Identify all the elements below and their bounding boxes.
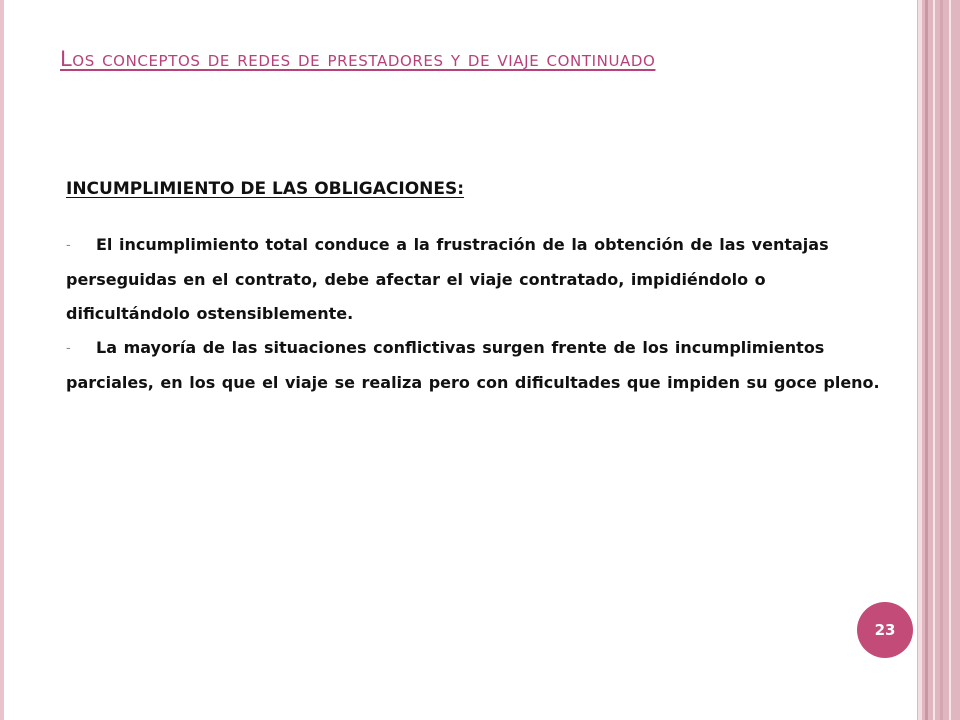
bullet-item xyxy=(66,331,886,400)
right-decorative-band xyxy=(917,0,960,720)
bullet-dash: - xyxy=(66,238,71,253)
decorative-stripe xyxy=(940,0,943,720)
slide-content xyxy=(66,172,886,400)
bullet-dash: - xyxy=(66,341,71,356)
left-edge-decoration xyxy=(0,0,4,720)
decorative-stripe xyxy=(933,0,935,720)
slide-title: Los conceptos de redes de prestadores y de viaje continuado xyxy=(60,47,656,71)
decorative-stripe xyxy=(949,0,951,720)
page-number: 23 xyxy=(874,621,896,639)
bullet-item xyxy=(66,228,886,331)
decorative-stripe xyxy=(925,0,928,720)
page-number-badge xyxy=(857,602,913,658)
decorative-stripe xyxy=(918,0,922,720)
section-heading: INCUMPLIMIENTO DE LAS OBLIGACIONES: xyxy=(66,179,465,199)
bullet-text: El incumplimiento total conduce a la frustración de la obtención de las ventajas perseguidas en el contrato, debe afectar el viaje contratado, impidiéndolo o dificultándolo ostensiblemente. xyxy=(66,235,829,323)
bullet-text: La mayoría de las situaciones conflictivas surgen frente de los incumplimientos parciales, en los que el viaje se realiza pero con dificultades que impiden su goce pleno. xyxy=(66,338,880,392)
